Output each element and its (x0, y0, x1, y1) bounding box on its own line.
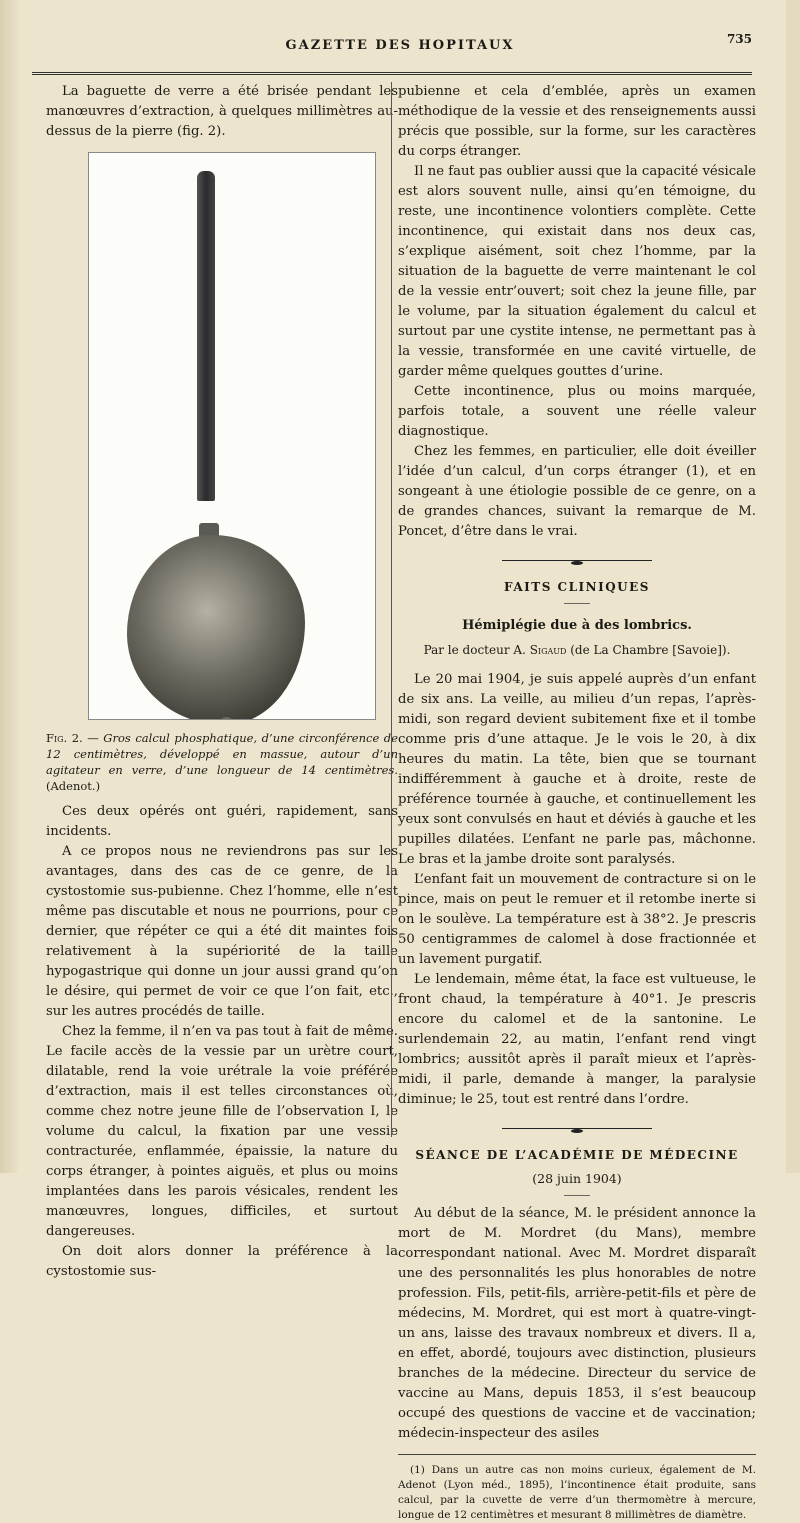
article-byline (398, 640, 756, 660)
section-heading-academie: SÉANCE DE L’ACADÉMIE DE MÉDECINE (415, 1148, 739, 1162)
paragraph: L’enfant fait un mouvement de contracture si on le pince, mais on peut le remuer et il retombe inerte si on le soulève. La température est à 38°2. Je prescris 50 centigrammes de calomel à dose fractionnée et un lavement purgatif. (398, 872, 756, 967)
paragraph: Le lendemain, même état, la face est vultueuse, le front chaud, la température à 40°1. Je prescris encore du calomel et de la santonine. Le surlendemain 22, au matin, l’enfant rend vingt lombrics; aussitôt après il paraît mieux et l’après-midi, il parle, demande à manger, la paralysie diminue; le 25, tout est rentré dans l’ordre. (398, 972, 756, 1107)
article-title: Hémiplégie due à des lombrics. (462, 618, 692, 633)
byline-suffix: (de La Chambre [Savoie]). (570, 643, 731, 657)
page-number: 735 (726, 32, 752, 46)
glass-rod-image (197, 171, 215, 501)
section-ornament (502, 560, 652, 565)
page-right-margin (786, 0, 800, 1173)
left-column (46, 82, 398, 1282)
figure-caption-text: — Gros calcul phosphatique, d’une circonférence de 12 centimètres, développé en massue, autour d’un agitateur en verre, d’une longueur de 14 centimètres. (46, 731, 398, 777)
figure-label: Fig. 2. (46, 731, 83, 745)
paragraph: Le 20 mai 1904, je suis appelé auprès d’un enfant de six ans. La veille, au milieu d’un repas, l’après-midi, son regard devient subitement fixe et il tombe comme pris d’une attaque. Je le vois le 20, à dix heures du matin. La tête, bien que se tournant indifféremment à gauche et à droite, reste de préférence tournée à gauche, et continuellement les yeux sont convulsés en haut et déviés à gauche et les pupilles dilatées. L’enfant ne parle pas, mâchonne. Le bras et la jambe droite sont paralysés. (398, 672, 756, 867)
short-rule (564, 603, 590, 604)
paragraph: On doit alors donner la préférence à la cystostomie sus- (46, 1244, 398, 1279)
byline-author: Sigaud (529, 643, 567, 657)
page-binding-edge (0, 0, 18, 1173)
footnote: (1) Dans un autre cas non moins curieux, également de M. Adenot (Lyon méd., 1895), l’incontinence était produite, sans calcul, par la cuvette de verre d’un thermomètre à mercure, longue de 12 centimètres et mesurant 8 millimètres de diamètre. (398, 1464, 756, 1521)
paragraph: A ce propos nous ne reviendrons pas sur les avantages, dans des cas de ce genre, de la cystostomie sus-pubienne. Chez l’homme, elle n’est même pas discutable et nous ne pourrions, pour ce dernier, que répéter ce qui a été dit maintes fois relativement à la supériorité de la taille hypogastrique qui donne un jour aussi grand qu’on le désire, qui permet de voir ce que l’on fait, etc., sur les autres procédés de taille. (46, 844, 398, 1019)
figure-caption (46, 730, 398, 794)
paragraph: Chez la femme, il n’en va pas tout à fait de même. Le facile accès de la vessie par un urètre court, dilatable, rend la voie urétrale la voie préférée d’extraction, mais il est telles circonstances où, comme chez notre jeune fille de l’observation I, le volume du calcul, la fixation par une vessie contracturée, enflammée, épaissie, la nature du corps étranger, à pointes aiguës, et plus ou moins implantées dans les parois vésicales, rendent les manœuvres, longues, difficiles, et surtout dangereuses. (46, 1024, 398, 1239)
right-column (398, 82, 756, 1523)
figure-2-photo (88, 152, 376, 720)
paragraph: Cette incontinence, plus ou moins marquée, parfois totale, a souvent une réelle valeur diagnostique. (398, 384, 756, 439)
paragraph: pubienne et cela d’emblée, après un examen méthodique de la vessie et des renseignements aussi précis que possible, sur la forme, sur les caractères du corps étranger. (398, 84, 756, 159)
paragraph: Ces deux opérés ont guéri, rapidement, sans incidents. (46, 804, 398, 839)
paragraph: La baguette de verre a été brisée pendant les manœuvres d’extraction, à quelques millimètres au-dessus de la pierre (fig. 2). (46, 84, 398, 139)
calculus-stone-image (127, 535, 305, 720)
short-rule (564, 1195, 590, 1196)
footnote-rule (398, 1454, 756, 1455)
section-heading-faits-cliniques: FAITS CLINIQUES (504, 580, 650, 594)
session-date: (28 juin 1904) (532, 1171, 622, 1186)
paragraph: Chez les femmes, en particulier, elle doit éveiller l’idée d’un calcul, d’un corps étranger (1), et en songeant à une étiologie possible de ce genre, on a de grandes chances, suivant la remarque de M. Poncet, d’être dans le vrai. (398, 444, 756, 539)
header-rule (32, 72, 752, 75)
figure-credit: (Adenot.) (46, 779, 101, 793)
page-header (0, 32, 800, 60)
running-title: GAZETTE DES HOPITAUX (285, 38, 515, 53)
section-ornament (502, 1128, 652, 1133)
column-divider (391, 82, 392, 1137)
paragraph: Il ne faut pas oublier aussi que la capacité vésicale est alors souvent nulle, ainsi qu’en témoigne, du reste, une incontinence volontiers complète. Cette incontinence, qui existait dans nos deux cas, s’explique aisément, soit chez l’homme, par la situation de la baguette de verre maintenant le col de la vessie entr’ouvert; soit chez la jeune fille, par le volume, par la situation également du calcul et surtout par une cystite intense, ne permettant pas à la vessie, transformée en une cavité virtuelle, de garder même quelques gouttes d’urine. (398, 164, 756, 379)
byline-prefix: Par le docteur A. (423, 643, 526, 657)
paragraph: Au début de la séance, M. le président annonce la mort de M. Mordret (du Mans), membre correspondant national. Avec M. Mordret disparaît une des personnalités les plus honorables de notre profession. Fils, petit-fils, arrière-petit-fils et père de médecins, M. Mordret, qui est mort à quatre-vingt-un ans, laisse des travaux nombreux et divers. Il a, en effet, abordé, toujours avec distinction, plusieurs branches de la médecine. Directeur du service de vaccine au Mans, depuis 1853, il s’est beaucoup occupé des questions de vaccine et de vaccination; médecin-inspecteur des asiles (398, 1206, 756, 1441)
